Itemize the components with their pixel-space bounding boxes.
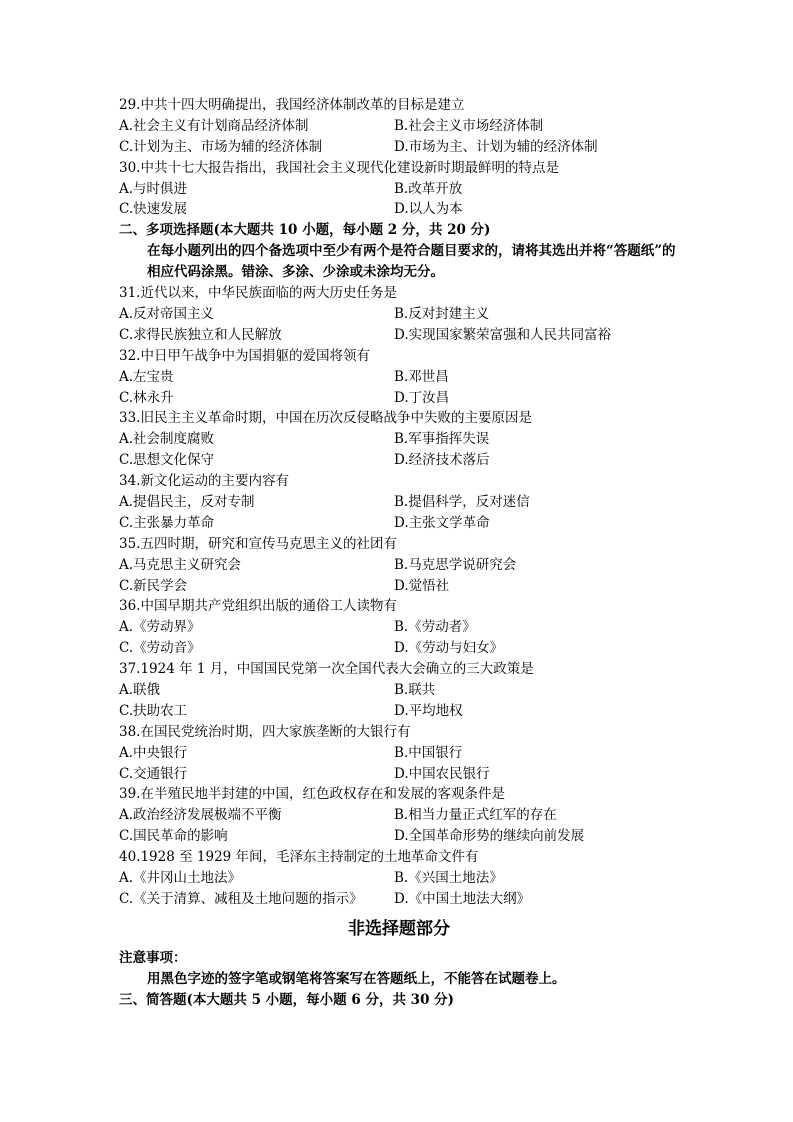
option-a: A.《劳动界》 [119, 619, 201, 636]
option-row [119, 179, 679, 200]
question-36 [119, 596, 679, 659]
question-32 [119, 346, 679, 409]
option-c: C.《关于清算、减租及土地问题的指示》 [119, 890, 363, 907]
option-a: A.提倡民主，反对专制 [119, 493, 255, 510]
option-c: C.主张暴力革命 [119, 514, 215, 531]
question-stem: 30.中共十七大报告指出，我国社会主义现代化建设新时期最鲜明的特点是 [119, 159, 559, 176]
option-a: A.与时俱进 [119, 180, 188, 197]
question-37 [119, 659, 679, 722]
option-c: C.扶助农工 [119, 702, 188, 719]
question-stem: 29.中共十四大明确提出，我国经济体制改革的目标是建立 [119, 97, 465, 113]
option-d: D.中国农民银行 [394, 765, 490, 782]
option-d: D.《劳动与妇女》 [394, 640, 504, 657]
option-b: B.《兴国土地法》 [394, 869, 503, 886]
option-b: B.改革开放 [394, 180, 463, 197]
section-2-heading: 二、多项选择题(本大题共 10 小题，每小题 2 分，共 20 分) [119, 222, 491, 239]
question-30 [119, 158, 679, 221]
option-d: D.觉悟社 [394, 577, 450, 594]
option-b: B.社会主义市场经济体制 [394, 117, 544, 134]
option-row [119, 450, 679, 471]
option-c: C.《劳动音》 [119, 640, 201, 657]
option-row [119, 764, 679, 785]
question-stem: 32.中日甲午战争中为国捐躯的爱国将领有 [119, 347, 370, 364]
option-a: A.政治经济发展极端不平衡 [119, 807, 282, 824]
option-row [119, 388, 679, 409]
option-c: C.新民学会 [119, 577, 188, 594]
option-row [119, 680, 679, 701]
option-a: A.社会主义有计划商品经济体制 [119, 117, 309, 134]
option-d: D.全国革命形势的继续向前发展 [394, 828, 585, 845]
option-row [119, 889, 679, 910]
part-title: 非选择题部分 [348, 918, 450, 939]
option-row [119, 805, 679, 826]
option-row [119, 116, 679, 137]
option-row [119, 743, 679, 764]
option-b: B.马克思学说研究会 [394, 556, 517, 573]
option-b: B.邓世昌 [394, 368, 449, 385]
section-3-heading: 三、简答题(本大题共 5 小题，每小题 6 分，共 30 分) [119, 991, 455, 1008]
question-stem: 34.新文化运动的主要内容有 [119, 473, 289, 490]
option-c: C.快速发展 [119, 201, 188, 218]
section-2-instruction: 在每小题列出的四个备选项中至少有两个是符合题目要求的，请将其选出并将“答题纸”的相应代码涂黑。错涂、多涂、少涂或未涂均无分。 [147, 243, 676, 281]
option-d: D.《中国土地法大纲》 [394, 890, 531, 907]
question-39 [119, 784, 679, 847]
option-row [119, 513, 679, 534]
exam-page [119, 95, 679, 1010]
option-d: D.丁汝昌 [394, 389, 450, 406]
option-d: D.实现国家繁荣富强和人民共同富裕 [394, 326, 612, 343]
option-a: A.《井冈山土地法》 [119, 869, 242, 886]
question-stem: 31.近代以来，中华民族面临的两大历史任务是 [119, 285, 397, 302]
option-d: D.经济技术落后 [394, 452, 490, 469]
question-stem: 37.1924 年 1 月，中国国民党第一次全国代表大会确立的三大政策是 [119, 661, 534, 678]
question-stem: 38.在国民党统治时期，四大家族垄断的大银行有 [119, 723, 411, 740]
option-b: B.军事指挥失误 [394, 431, 490, 448]
question-38 [119, 722, 679, 785]
question-stem: 40.1928 至 1929 年间，毛泽东主持制定的土地革命文件有 [119, 849, 479, 866]
option-b: B.《劳动者》 [394, 619, 476, 636]
option-row [119, 868, 679, 889]
option-a: A.反对帝国主义 [119, 305, 215, 322]
option-c: C.思想文化保守 [119, 452, 215, 469]
option-row [119, 701, 679, 722]
option-c: C.计划为主、市场为辅的经济体制 [119, 138, 323, 155]
option-row [119, 429, 679, 450]
option-b: B.反对封建主义 [394, 305, 490, 322]
option-row [119, 137, 679, 158]
option-c: C.林永升 [119, 389, 174, 406]
notice-text: 用黑色字迹的签字笔或钢笔将答案写在答题纸上，不能答在试题卷上。 [147, 970, 566, 987]
option-a: A.中央银行 [119, 744, 188, 761]
option-d: D.平均地权 [394, 702, 463, 719]
option-c: C.交通银行 [119, 765, 188, 782]
question-31 [119, 283, 679, 346]
option-row [119, 617, 679, 638]
notice-label: 注意事项： [119, 949, 187, 966]
option-b: B.联共 [394, 681, 436, 698]
option-c: C.国民革命的影响 [119, 828, 228, 845]
option-row [119, 304, 679, 325]
option-row [119, 199, 679, 220]
question-33 [119, 408, 679, 471]
option-row [119, 492, 679, 513]
question-stem: 39.在半殖民地半封建的中国，红色政权存在和发展的客观条件是 [119, 786, 505, 803]
option-b: B.提倡科学，反对迷信 [394, 493, 530, 510]
question-40 [119, 847, 679, 910]
question-29 [119, 95, 679, 158]
option-c: C.求得民族独立和人民解放 [119, 326, 282, 343]
question-stem: 36.中国早期共产党组织出版的通俗工人读物有 [119, 598, 397, 615]
option-b: B.相当力量正式红军的存在 [394, 807, 557, 824]
option-d: D.市场为主、计划为辅的经济体制 [394, 138, 598, 155]
option-a: A.左宝贵 [119, 368, 174, 385]
question-35 [119, 534, 679, 597]
option-d: D.以人为本 [394, 201, 463, 218]
question-stem: 33.旧民主主义革命时期，中国在历次反侵略战争中失败的主要原因是 [119, 410, 532, 427]
question-34 [119, 471, 679, 534]
option-a: A.社会制度腐败 [119, 431, 215, 448]
option-row [119, 367, 679, 388]
option-a: A.联俄 [119, 681, 161, 698]
option-row [119, 555, 679, 576]
option-a: A.马克思主义研究会 [119, 556, 242, 573]
option-b: B.中国银行 [394, 744, 463, 761]
option-row [119, 826, 679, 847]
option-d: D.主张文学革命 [394, 514, 490, 531]
option-row [119, 576, 679, 597]
question-stem: 35.五四时期，研究和宣传马克思主义的社团有 [119, 535, 397, 552]
option-row [119, 638, 679, 659]
option-row [119, 325, 679, 346]
